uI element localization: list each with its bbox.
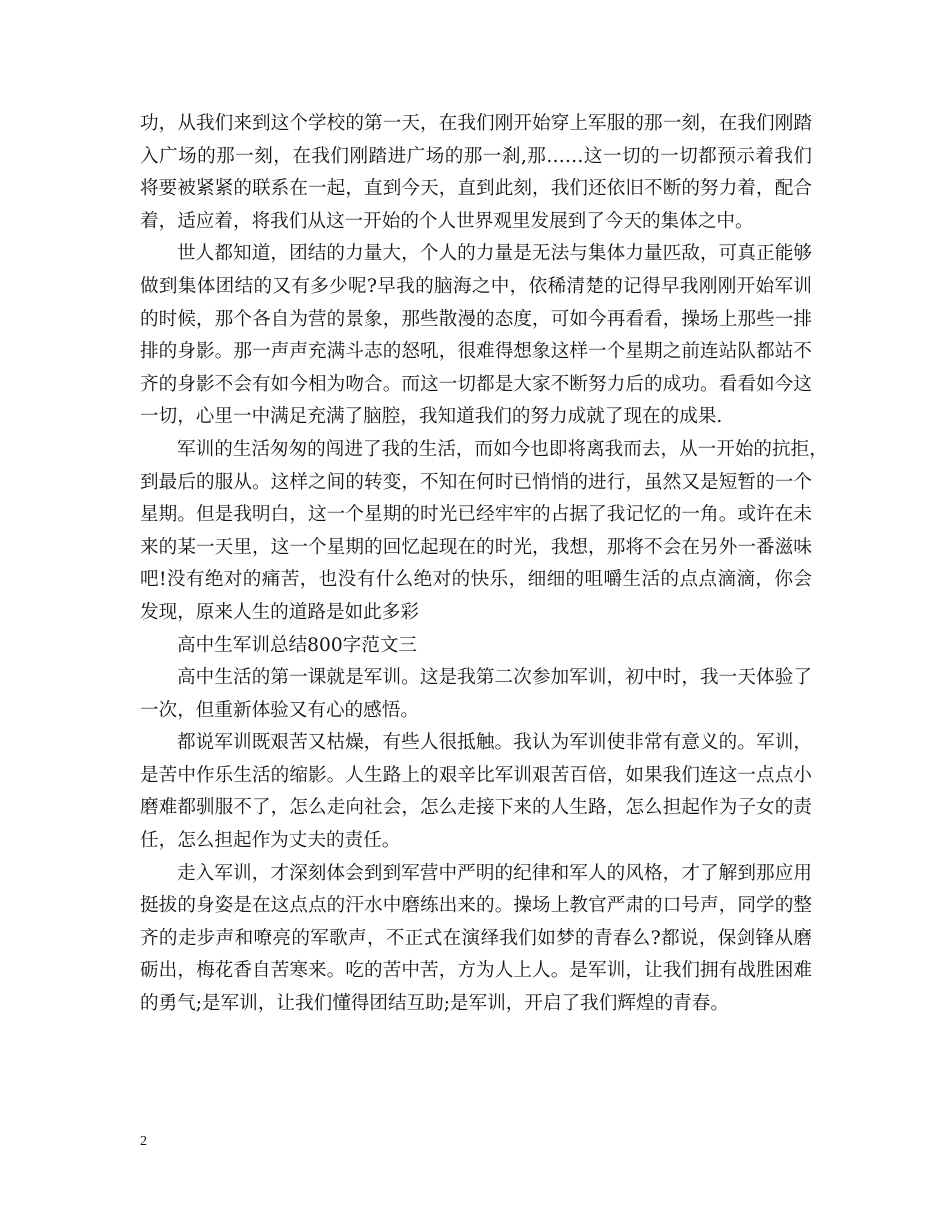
text-line: 来的某一天里，这一个星期的回忆起现在的时光，我想，那将不会在另外一番滋味	[140, 536, 812, 558]
text-line: 的时候，那个各自为营的景象，那些散漫的态度，可如今再看看，操场上那些一排	[140, 308, 812, 330]
paragraph	[140, 434, 828, 630]
text-line: 的勇气;是军训，让我们懂得团结互助;是军训，开启了我们辉煌的青春。	[140, 993, 729, 1015]
text-line: 入广场的那一刻，在我们刚踏进广场的那一刹,那……这一切的一切都预示着我们	[140, 145, 812, 167]
text-line: 世人都知道，团结的力量大，个人的力量是无法与集体力量匹敌，可真正能够	[177, 243, 812, 265]
text-line: 一切，心里一中满足充满了脑腔，我知道我们的努力成就了现在的成果.	[140, 406, 723, 428]
paragraph	[140, 858, 812, 1021]
text-line: 砺出，梅花香自苦寒来。吃的苦中苦，方为人上人。是军训，让我们拥有战胜困难	[140, 960, 812, 982]
document-body	[140, 108, 828, 1021]
text-line: 一次，但重新体验又有心的感悟。	[140, 699, 419, 721]
text-line: 任，怎么担起作为丈夫的责任。	[140, 830, 401, 852]
text-line: 军训的生活匆匆的闯进了我的生活，而如今也即将离我而去，从一开始的抗拒，	[177, 438, 828, 460]
text-line: 排的身影。那一声声充满斗志的怒吼，很难得想象这样一个星期之前连站队都站不	[140, 341, 812, 363]
text-line: 是苦中作乐生活的缩影。人生路上的艰辛比军训艰苦百倍，如果我们连这一点点小	[140, 764, 812, 786]
paragraph	[140, 662, 812, 727]
paragraph	[140, 630, 812, 663]
text-line: 将要被紧紧的联系在一起，直到今天，直到此刻，我们还依旧不断的努力着，配合	[140, 178, 812, 200]
text-line: 齐的走步声和嘹亮的军歌声，不正式在演绎我们如梦的青春么?都说，保剑锋从磨	[140, 927, 812, 949]
text-line: 到最后的服从。这样之间的转变，不知在何时已悄悄的进行，虽然又是短暂的一个	[140, 471, 812, 493]
paragraph	[140, 108, 812, 238]
text-line: 高中生军训总结800字范文三	[177, 634, 418, 656]
text-line: 做到集体团结的又有多少呢?早我的脑海之中，依稀清楚的记得早我刚刚开始军训	[140, 275, 812, 297]
text-line: 齐的身影不会有如今相为吻合。而这一切都是大家不断努力后的成功。看看如今这	[140, 373, 812, 395]
text-line: 都说军训既艰苦又枯燥，有些人很抵触。我认为军训使非常有意义的。军训，	[177, 732, 812, 754]
text-line: 磨难都驯服不了，怎么走向社会，怎么走接下来的人生路，怎么担起作为子女的责	[140, 797, 812, 819]
page-number: 2	[140, 1134, 147, 1149]
text-line: 星期。但是我明白，这一个星期的时光已经牢牢的占据了我记忆的一角。或许在未	[140, 504, 812, 526]
text-line: 吧!没有绝对的痛苦，也没有什么绝对的快乐，细细的咀嚼生活的点点滴滴，你会	[140, 569, 812, 591]
text-line: 着，适应着，将我们从这一开始的个人世界观里发展到了今天的集体之中。	[140, 210, 754, 232]
text-line: 挺拔的身姿是在这点点的汗水中磨练出来的。操场上教官严肃的口号声，同学的整	[140, 895, 812, 917]
text-line: 发现，原来人生的道路是如此多彩	[140, 601, 419, 623]
paragraph	[140, 727, 812, 857]
text-line: 走入军训，才深刻体会到到军营中严明的纪律和军人的风格，才了解到那应用	[177, 862, 812, 884]
text-line: 功，从我们来到这个学校的第一天，在我们刚开始穿上军服的那一刻，在我们刚踏	[140, 113, 812, 134]
paragraph	[140, 238, 812, 434]
text-line: 高中生活的第一课就是军训。这是我第二次参加军训，初中时，我一天体验了	[177, 667, 812, 689]
